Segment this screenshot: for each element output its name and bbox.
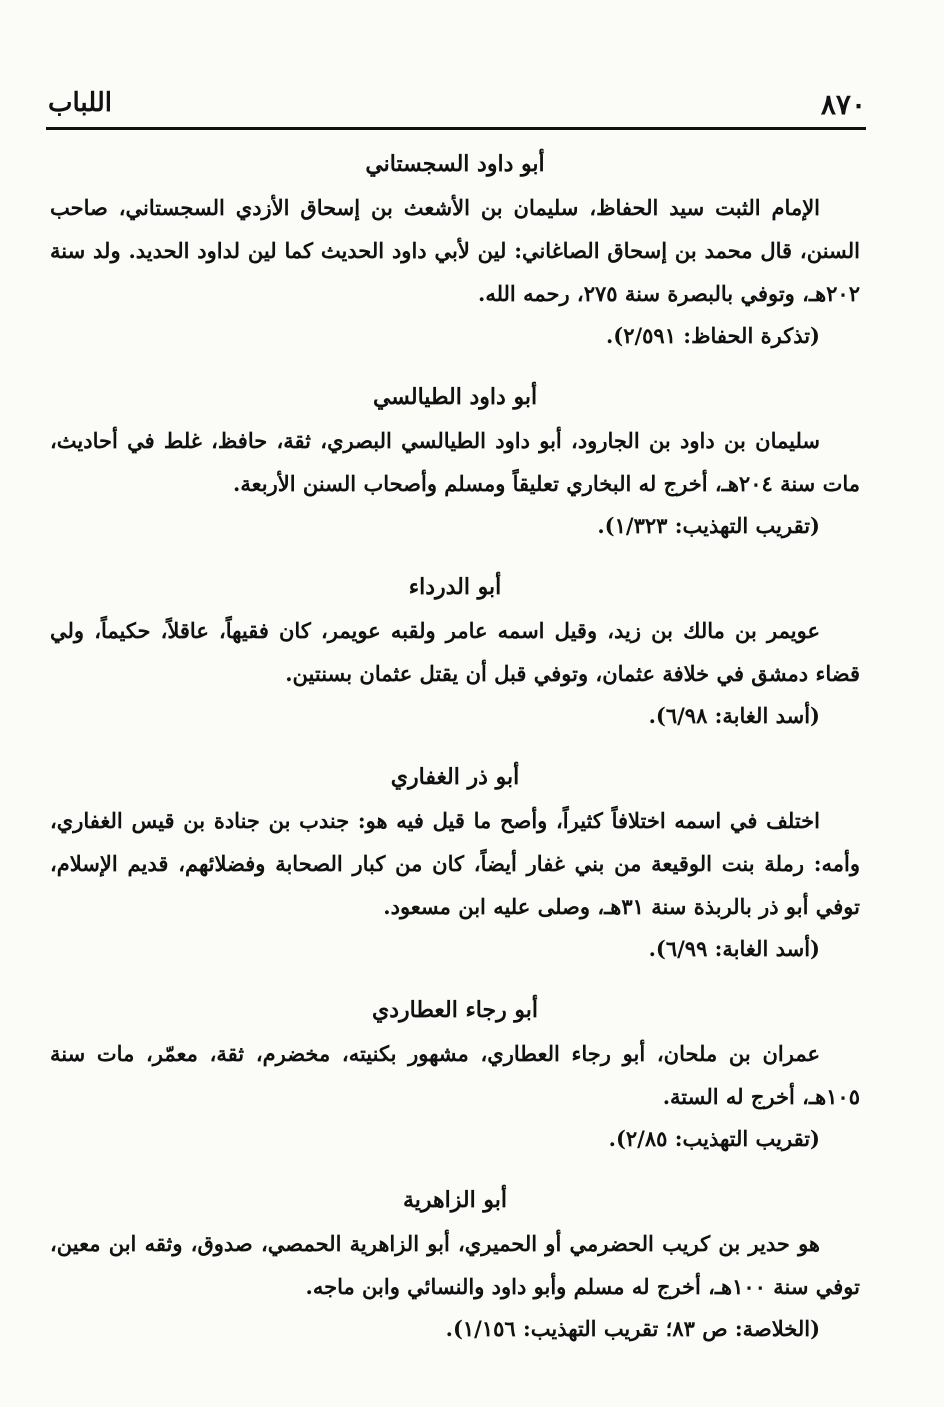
entries-list xyxy=(50,140,860,1350)
entry-body: عمران بن ملحان، أبو رجاء العطاري، مشهور بكنيته، مخضرم، ثقة، معمّر، مات سنة ١٠٥هـ، أخرج له الستة. xyxy=(50,1041,860,1109)
running-title: اللباب xyxy=(48,88,112,118)
entry-source: (الخلاصة: ص ٨٣؛ تقريب التهذيب: ١/١٥٦). xyxy=(445,1316,820,1341)
page-header xyxy=(48,84,866,128)
entry-body: سليمان بن داود بن الجارود، أبو داود الطيالسي البصري، ثقة، حافظ، غلط في أحاديث، مات سنة ٢٠٤هـ، أخرج له البخاري تعليقاً ومسلم وأصحاب السنن الأربعة. xyxy=(50,428,860,496)
entry-abu-raja-utaridi xyxy=(50,988,860,1160)
entry-source: (أسد الغابة: ٦/٩٩). xyxy=(648,936,820,961)
entry-title: أبو الدرداء xyxy=(408,574,502,600)
entry-body: هو حدير بن كريب الحضرمي أو الحميري، أبو الزاهرية الحمصي، صدوق، وثقه ابن معين، توفي سنة ١٠٠هـ، أخرج له مسلم وأبو داود والنسائي وابن ماجه. xyxy=(50,1231,860,1299)
entry-title: أبو ذر الغفاري xyxy=(390,764,520,790)
entry-title: أبو رجاء العطاردي xyxy=(371,997,538,1023)
entry-source: (أسد الغابة: ٦/٩٨). xyxy=(648,703,820,728)
entry-source: (تقريب التهذيب: ٢/٨٥). xyxy=(608,1126,820,1151)
entry-source: (تقريب التهذيب: ١/٣٢٣). xyxy=(597,513,820,538)
header-rule xyxy=(46,127,866,130)
entry-abu-dawud-sijistani xyxy=(50,142,860,357)
entry-abu-al-zahiriyya xyxy=(50,1178,860,1350)
entry-body: اختلف في اسمه اختلافاً كثيراً، وأصح ما قيل فيه هو: جندب بن جنادة بن قيس الغفاري، وأمه: رملة بنت الوقيعة من بني غفار أيضاً، كان من كبار الصحابة وفضلائهم، قديم الإسلام، توفي أبو ذر بالربذة سنة ٣١هـ، وصلى عليه ابن مسعود. xyxy=(50,808,860,919)
entry-body: عويمر بن مالك بن زيد، وقيل اسمه عامر ولقبه عويمر، كان فقيهاً، عاقلاً، حكيماً، ولي قضاء دمشق في خلافة عثمان، وتوفي قبل أن يقتل عثمان بسنتين. xyxy=(50,618,860,686)
entry-title: أبو داود الطيالسي xyxy=(372,384,538,410)
entry-abu-dharr-ghifari xyxy=(50,755,860,970)
entry-source: (تذكرة الحفاظ: ٢/٥٩١). xyxy=(605,323,820,348)
entry-abu-dawud-tayalisi xyxy=(50,375,860,547)
entry-title: أبو داود السجستاني xyxy=(365,151,545,177)
entry-title: أبو الزاهرية xyxy=(403,1187,507,1213)
entry-body: الإمام الثبت سيد الحفاظ، سليمان بن الأشعث بن إسحاق الأزدي السجستاني، صاحب السنن، قال محمد بن إسحاق الصاغاني: لين لأبي داود الحديث كما لين لداود الحديد. ولد سنة ٢٠٢هـ، وتوفي بالبصرة سنة ٢٧٥، رحمه الله. xyxy=(50,195,860,306)
entry-abu-al-darda xyxy=(50,565,860,737)
page-number: ٨٧٠ xyxy=(820,88,866,121)
